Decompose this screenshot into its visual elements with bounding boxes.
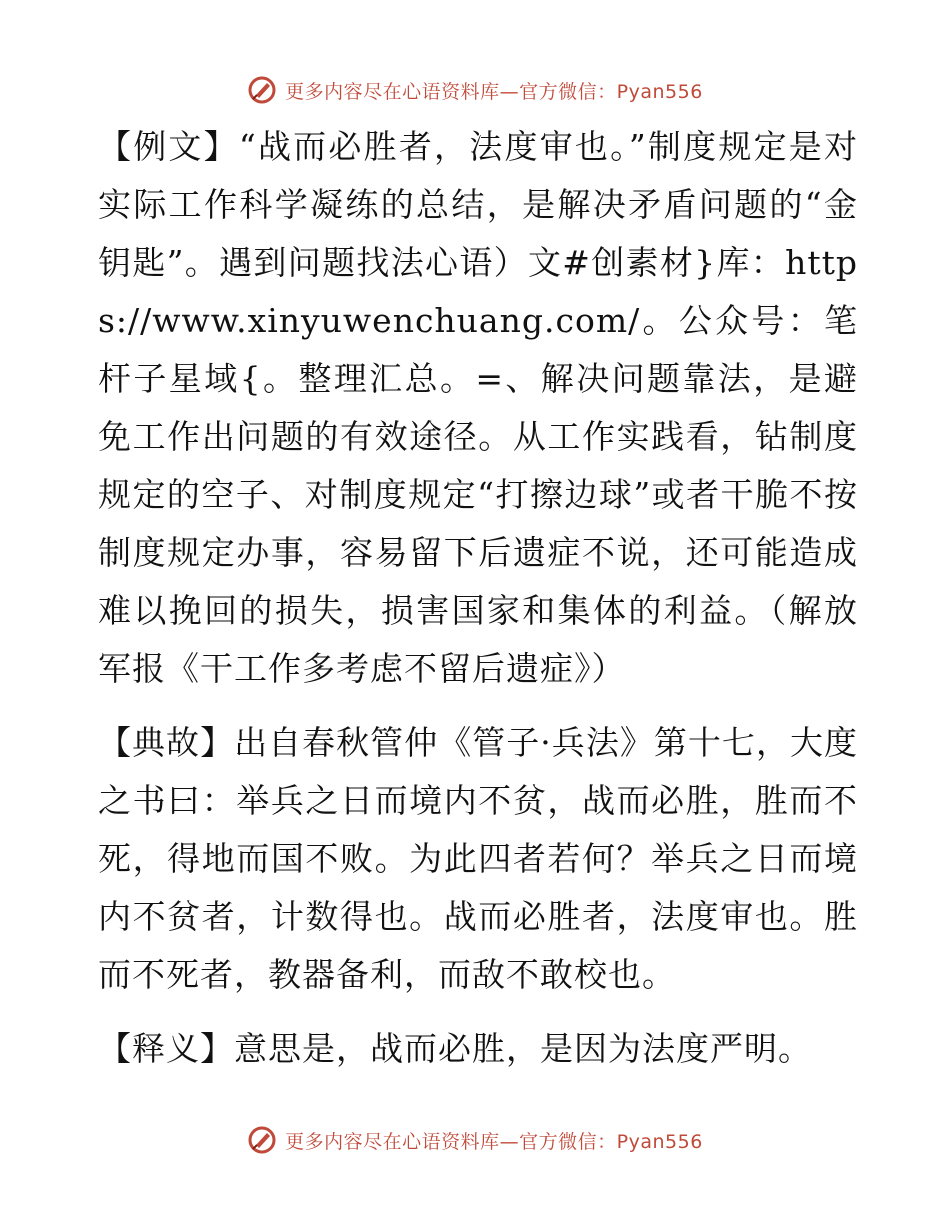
watermark-text-footer: 更多内容尽在心语资料库—官方微信：Pyan556 bbox=[285, 1130, 703, 1153]
meaning-text: 意思是，战而必胜，是因为法度严明。 bbox=[234, 1029, 812, 1068]
allusion-paragraph bbox=[98, 714, 858, 1004]
brand-logo-icon bbox=[247, 75, 277, 105]
allusion-tag: 【典故】 bbox=[98, 723, 235, 762]
watermark-header bbox=[0, 70, 950, 110]
document-body bbox=[98, 118, 858, 1094]
meaning-paragraph bbox=[98, 1020, 858, 1078]
allusion-text: 出自春秋管仲《管子·兵法》第十七，大度之书曰：举兵之日而境内不贫，战而必胜，胜而不死，得地而国不败。为此四者若何？举兵之日而境内不贫者，计数得也。战而必胜者，法度审也。胜而不死者，教器备利，而敌不敢校也。 bbox=[98, 723, 858, 994]
meaning-tag: 【释义】 bbox=[98, 1029, 234, 1068]
watermark-footer bbox=[0, 1120, 950, 1160]
example-text: “战而必胜者，法度审也。”制度规定是对实际工作科学凝练的总结，是解决矛盾问题的“金钥匙”。遇到问题找法心语）文#创素材}库：https://www.xinyuwenchuang.com/。公众号：笔杆子星域{。整理汇总。=、解决问题靠法，是避免工作出问题的有效途径。从工作实践看，钻制度规定的空子、对制度规定“打擦边球”或者干脆不按制度规定办事，容易留下后遗症不说，还可能造成难以挽回的损失，损害国家和集体的利益。（解放军报《干工作多考虑不留后遗症》） bbox=[98, 127, 859, 688]
brand-logo-icon bbox=[247, 1125, 277, 1155]
example-tag: 【例文】 bbox=[98, 127, 239, 166]
example-paragraph bbox=[98, 118, 858, 698]
watermark-text: 更多内容尽在心语资料库—官方微信：Pyan556 bbox=[285, 80, 703, 103]
